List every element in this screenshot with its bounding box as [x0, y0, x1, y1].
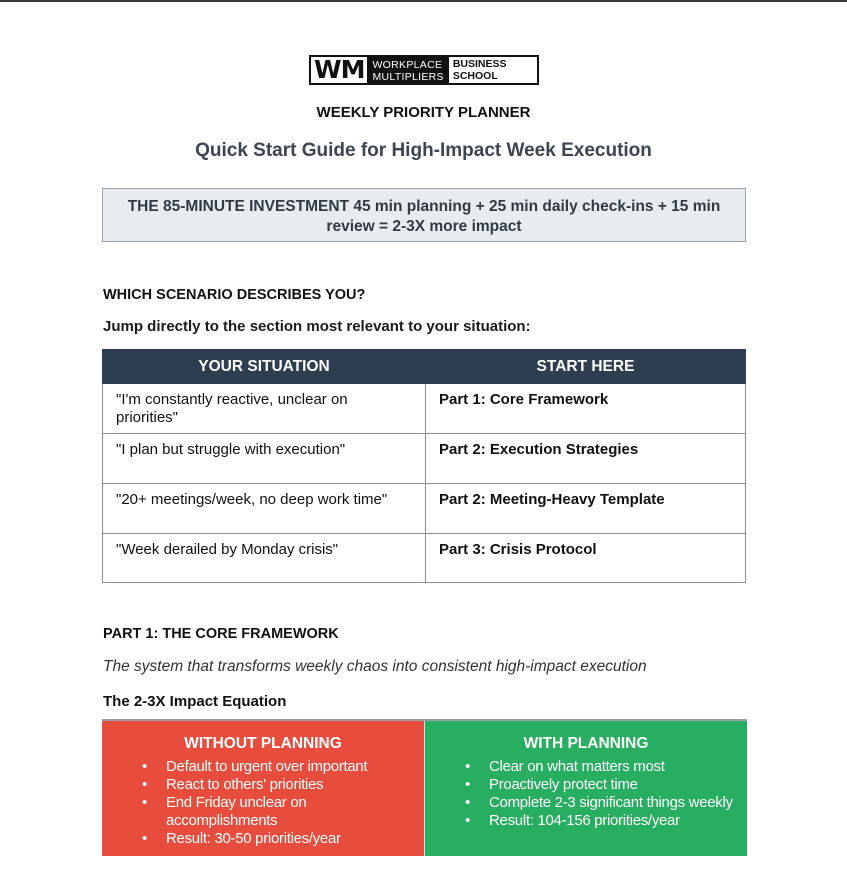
with-planning-title: WITH PLANNING — [523, 735, 649, 752]
start-here-cell: Part 2: Meeting-Heavy Template — [426, 484, 746, 534]
list-item: • Clear on what matters most — [425, 758, 747, 776]
column-header-situation: YOUR SITUATION — [103, 350, 426, 384]
part1-subtitle: The system that transforms weekly chaos into consistent high-impact execution — [103, 658, 647, 675]
list-item: • Default to urgent over important — [102, 758, 424, 776]
situation-cell: "Week derailed by Monday crisis" — [103, 534, 426, 583]
list-item: • Result: 104-156 priorities/year — [425, 812, 747, 830]
scenario-heading: WHICH SCENARIO DESCRIBES YOU? — [103, 287, 366, 303]
company-logo — [309, 55, 539, 85]
list-item: • End Friday unclear on accomplishments — [102, 794, 424, 830]
table-row — [103, 534, 746, 583]
table-row — [103, 434, 746, 484]
situation-cell: "I plan but struggle with execution" — [103, 434, 426, 484]
logo-right-1: BUSINESS — [452, 58, 507, 70]
situation-cell: "20+ meetings/week, no deep work time" — [103, 484, 426, 534]
start-here-cell: Part 3: Crisis Protocol — [426, 534, 746, 583]
list-item: • React to others' priorities — [102, 776, 424, 794]
start-here-cell: Part 2: Execution Strategies — [426, 434, 746, 484]
list-item: • Proactively protect time — [425, 776, 747, 794]
investment-callout: THE 85-MINUTE INVESTMENT 45 min planning + 25 min daily check-ins + 15 min review = 2-3X more impact — [102, 188, 746, 242]
top-rule — [0, 0, 847, 2]
logo-line-1: WORKPLACE — [372, 58, 443, 71]
with-planning-panel — [424, 721, 747, 856]
without-planning-list — [102, 758, 424, 848]
logo-school-block — [449, 57, 511, 83]
logo-right-2: SCHOOL — [452, 70, 498, 82]
table-row — [103, 384, 746, 434]
scenario-intro: Jump directly to the section most relevant to your situation: — [103, 318, 531, 335]
without-planning-title: WITHOUT PLANNING — [184, 735, 342, 752]
equation-heading: The 2-3X Impact Equation — [103, 693, 287, 710]
with-planning-list — [425, 758, 747, 830]
table-row — [103, 484, 746, 534]
table-header-row — [103, 350, 746, 384]
list-item: • Complete 2-3 significant things weekly — [425, 794, 747, 812]
list-item: • Result: 30-50 priorities/year — [102, 830, 424, 848]
impact-comparison — [102, 719, 747, 856]
without-planning-panel — [102, 721, 424, 856]
part1-heading: PART 1: THE CORE FRAMEWORK — [103, 626, 339, 642]
situation-cell: "I'm constantly reactive, unclear on priorities" — [103, 384, 426, 434]
document-subtitle: Quick Start Guide for High-Impact Week Execution — [195, 140, 652, 161]
start-here-cell: Part 1: Core Framework — [426, 384, 746, 434]
logo-name-block — [367, 57, 448, 83]
document-title: WEEKLY PRIORITY PLANNER — [316, 104, 531, 121]
logo-mark: WM — [314, 55, 365, 84]
logo-line-2: MULTIPLIERS — [372, 70, 444, 83]
scenario-table — [102, 349, 746, 583]
column-header-start: START HERE — [426, 350, 746, 384]
